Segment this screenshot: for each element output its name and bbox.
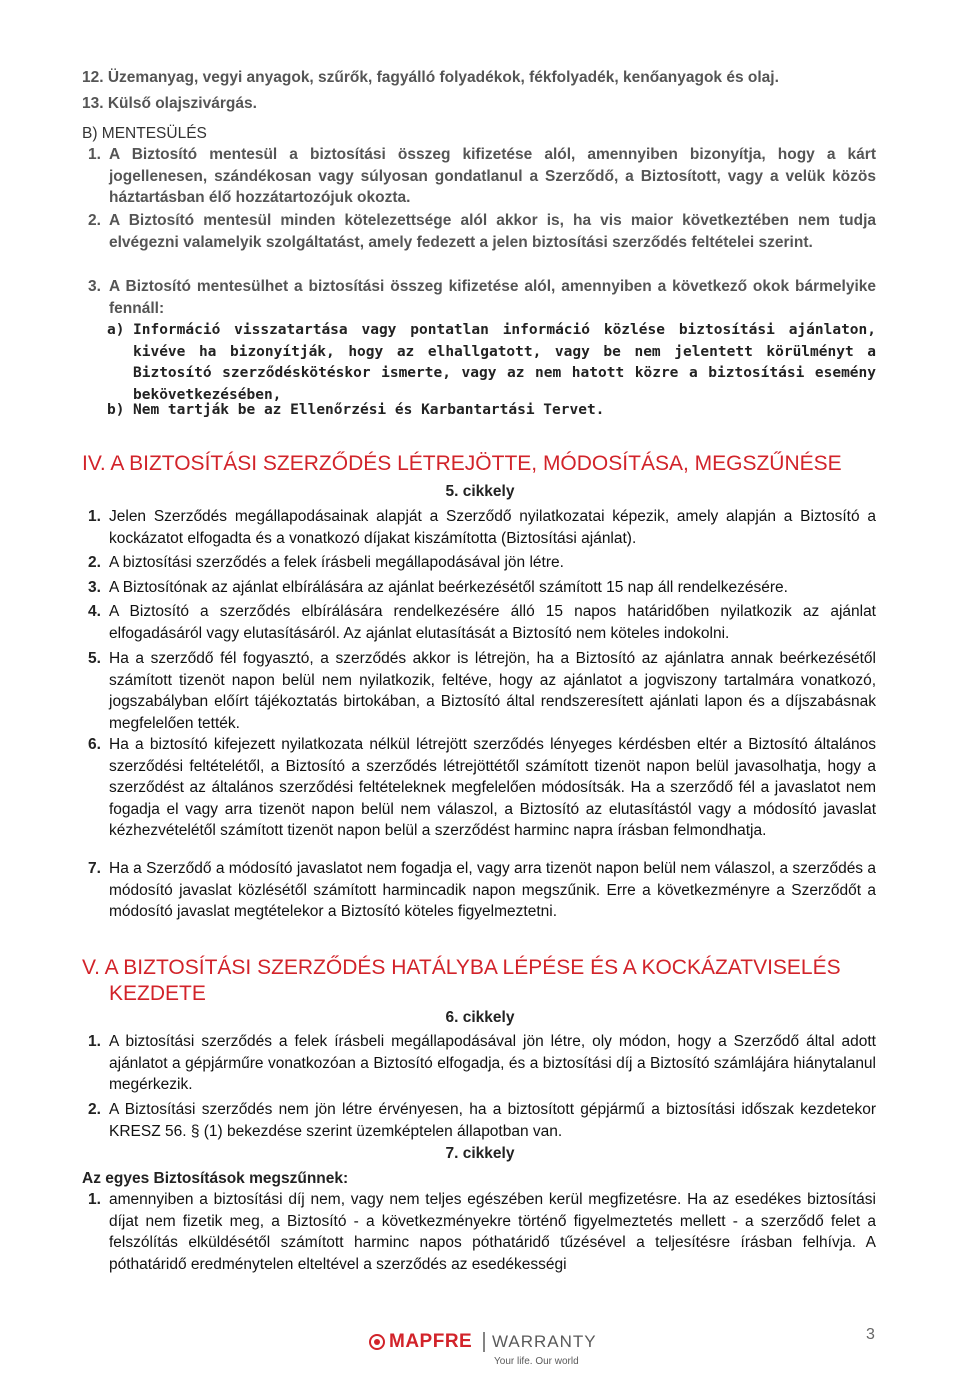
item-text: Ha a szerződő fél fogyasztó, a szerződés akkor is létrejön, ha a Biztosító az ajánlatra annak beérkezésétől számított tizenöt napon belül nem nyilatkozik, feltéve, hogy az ajánlatot a jogviszony tartalmára vonatkozó, jogszabályban előírt tájékoztatás birtokában, a Biztosító által rendszeresített ajánlati lapon és a díjszabásnak megfelelően tették. [109, 650, 876, 732]
item-text: Ha a Szerződő a módosító javaslatot nem fogadja el, vagy arra tizenöt napon belül nem válaszol, a szerződés a módosító javaslat közlésétől számított harmincadik napon megszűnik. Erre a következményre a Szerződőt a módosító javaslat megtételekor a Biztosító köteles figyelmeztetni. [109, 860, 876, 920]
item-number: 5. [88, 650, 101, 667]
list-item-13: 13. Külső olajszivárgás. [82, 95, 257, 112]
list-item-12: 12. Üzemanyag, vegyi anyagok, szűrők, fagyálló folyadékok, fékfolyadék, kenőanyagok és olaj. [82, 69, 779, 86]
cikkely-6: 6. cikkely [445, 1009, 515, 1026]
item-text: A biztosítási szerződés a felek írásbeli megállapodásával jön létre. [109, 554, 564, 571]
page-number: 3 [866, 1326, 875, 1343]
page-footer [0, 1330, 960, 1380]
iv-item-6 [88, 734, 876, 842]
b-item-2 [88, 210, 876, 253]
item-number: 2. [88, 1101, 101, 1118]
cikkely-7: 7. cikkely [445, 1145, 515, 1162]
footer-logo [0, 1330, 960, 1390]
v-item-2 [88, 1099, 876, 1142]
vii-item-1 [88, 1189, 876, 1275]
product-name: WARRANTY [492, 1332, 597, 1351]
item-text: A Biztosító mentesülhet a biztosítási összeg kifizetése alól, amennyiben a következő okok bármelyike fennáll: [109, 278, 876, 317]
item-number: 4. [88, 603, 101, 620]
item-number: 2. [88, 554, 101, 571]
item-number: 1. [88, 508, 101, 525]
item-text: A Biztosító a szerződés elbírálására rendelkezésére álló 15 napos határidőben nyilatkozik az ajánlat elfogadásáról vagy elutasításáról. Az ajánlat elutasítását a Biztosító nem köteles indokolni. [109, 603, 876, 642]
tagline: Your life. Our world [494, 1356, 579, 1367]
iv-item-3 [88, 577, 876, 599]
item-text: Ha a biztosító kifejezett nyilatkozata nélkül létrejött szerződés lényeges kérdésben eltér a Biztosító általános szerződési feltételétől, a Biztosító a szerződés létrejöttétől számított tizenöt napon belül javasolhatja, hogy a szerződést az általános szerződési feltételeknek megfelelően módosítsák. Ha a szerződő fél a javaslatot nem fogadja el vagy arra tizenöt napon belül nem válaszol, a Biztosító az elutasítástól vagy a módosító javaslat kézhezvételétől számított tizenöt napon belül a szerződést harminc napra írásban felmondhatja. [109, 736, 876, 839]
iv-item-1 [88, 506, 876, 549]
brand-seal-dot [374, 1339, 380, 1345]
v-item-1 [88, 1031, 876, 1096]
item-number: 7. [88, 860, 101, 877]
item-number: 1. [88, 1033, 101, 1050]
cikkely-5: 5. cikkely [445, 483, 515, 500]
b3-sub-b [107, 400, 876, 422]
section-v-heading-line2: KEZDETE [109, 982, 206, 1005]
iv-item-4 [88, 601, 876, 644]
item-number: 3. [88, 278, 101, 295]
item-text: A Biztosító mentesül minden kötelezettsége alól akkor is, ha vis maior következtében nem tudja elvégezni valamelyik szolgáltatást, amely fedezett a jelen biztosítási szerződés feltételei szerint. [109, 212, 876, 251]
item-number: 6. [88, 736, 101, 753]
iv-item-5 [88, 648, 876, 734]
section-v-heading-line1: V. A BIZTOSÍTÁSI SZERZŐDÉS HATÁLYBA LÉPÉSE ÉS A KOCKÁZATVISELÉS [82, 956, 841, 979]
item-text: A biztosítási szerződés a felek írásbeli megállapodásával jön létre, oly módon, hogy a Szerződő által adott ajánlatot a gépjárműre vonatkozóan a Biztosító elfogadja, és a biztosítási díj a Biztosító számlájára hiánytalanul megérkezik. [109, 1033, 876, 1093]
item-text: A Biztosítónak az ajánlat elbírálására az ajánlat beérkezésétől számított 15 nap áll rendelkezésére. [109, 579, 788, 596]
item-number: 2. [88, 212, 101, 229]
megszunnek-heading: Az egyes Biztosítások megszűnnek: [82, 1170, 349, 1187]
iv-item-7 [88, 858, 876, 923]
item-text: amennyiben a biztosítási díj nem, vagy nem teljes egészében kerül megfizetésre. Ha az esedékes biztosítási díjat nem fizetik meg, a Biztosító - a következményekre történő figyelmeztetés mellett - a szerződő felet a felszólítás elküldésétől számított harminc napos póthatáridő tűzésével a teljesítésre írásban felhívja. A póthatáridő eredménytelen elteltével a szerződés az esedékességi [109, 1191, 876, 1273]
item-text: Jelen Szerződés megállapodásainak alapját a Szerződő nyilatkozatai képezik, amely alapján a Biztosító a kockázatot elfogadta és a vonatkozó díjakat kiszámította (Biztosítási ajánlat). [109, 508, 876, 547]
iv-item-2 [88, 552, 876, 574]
sub-text: Nem tartják be az Ellenőrzési és Karbantartási Tervet. [133, 402, 605, 418]
sub-label: b) [107, 402, 125, 418]
sub-label: a) [107, 322, 125, 338]
item-number: 1. [88, 1191, 101, 1208]
b-item-1 [88, 144, 876, 209]
item-number: 1. [88, 146, 101, 163]
b3-sub-a [107, 320, 876, 406]
sub-text: Információ visszatartása vagy pontatlan információ közlése biztosítási ajánlaton, kivéve ha bizonyítják, hogy az elhallgatott, vagy be nem jelentett körülményt a Biztosító szerződéskötéskor ismerte, vagy az nem hatott közre a biztosítási esemény bekövetkezésében, [133, 322, 876, 403]
b-item-3 [88, 276, 876, 319]
item-text: A Biztosítási szerződés nem jön létre érvényesen, ha a biztosított gépjármű a biztosítási időszak kezdetekor KRESZ 56. § (1) bekezdése szerint üzemképtelen állapotban van. [109, 1101, 876, 1140]
item-number: 3. [88, 579, 101, 596]
section-iv-heading: IV. A BIZTOSÍTÁSI SZERZŐDÉS LÉTREJÖTTE, MÓDOSÍTÁSA, MEGSZŰNÉSE [82, 452, 842, 475]
section-b-heading: B) MENTESÜLÉS [82, 125, 207, 142]
brand-name: MAPFRE [389, 1331, 473, 1352]
item-text: A Biztosító mentesül a biztosítási összeg kifizetése alól, amennyiben bizonyítja, hogy a kárt jogellenesen, szándékosan vagy súlyosan gondatlanul a Szerződő, a Biztosított, vagy a velük közös háztartásban élő hozzátartozójuk okozta. [109, 146, 876, 206]
